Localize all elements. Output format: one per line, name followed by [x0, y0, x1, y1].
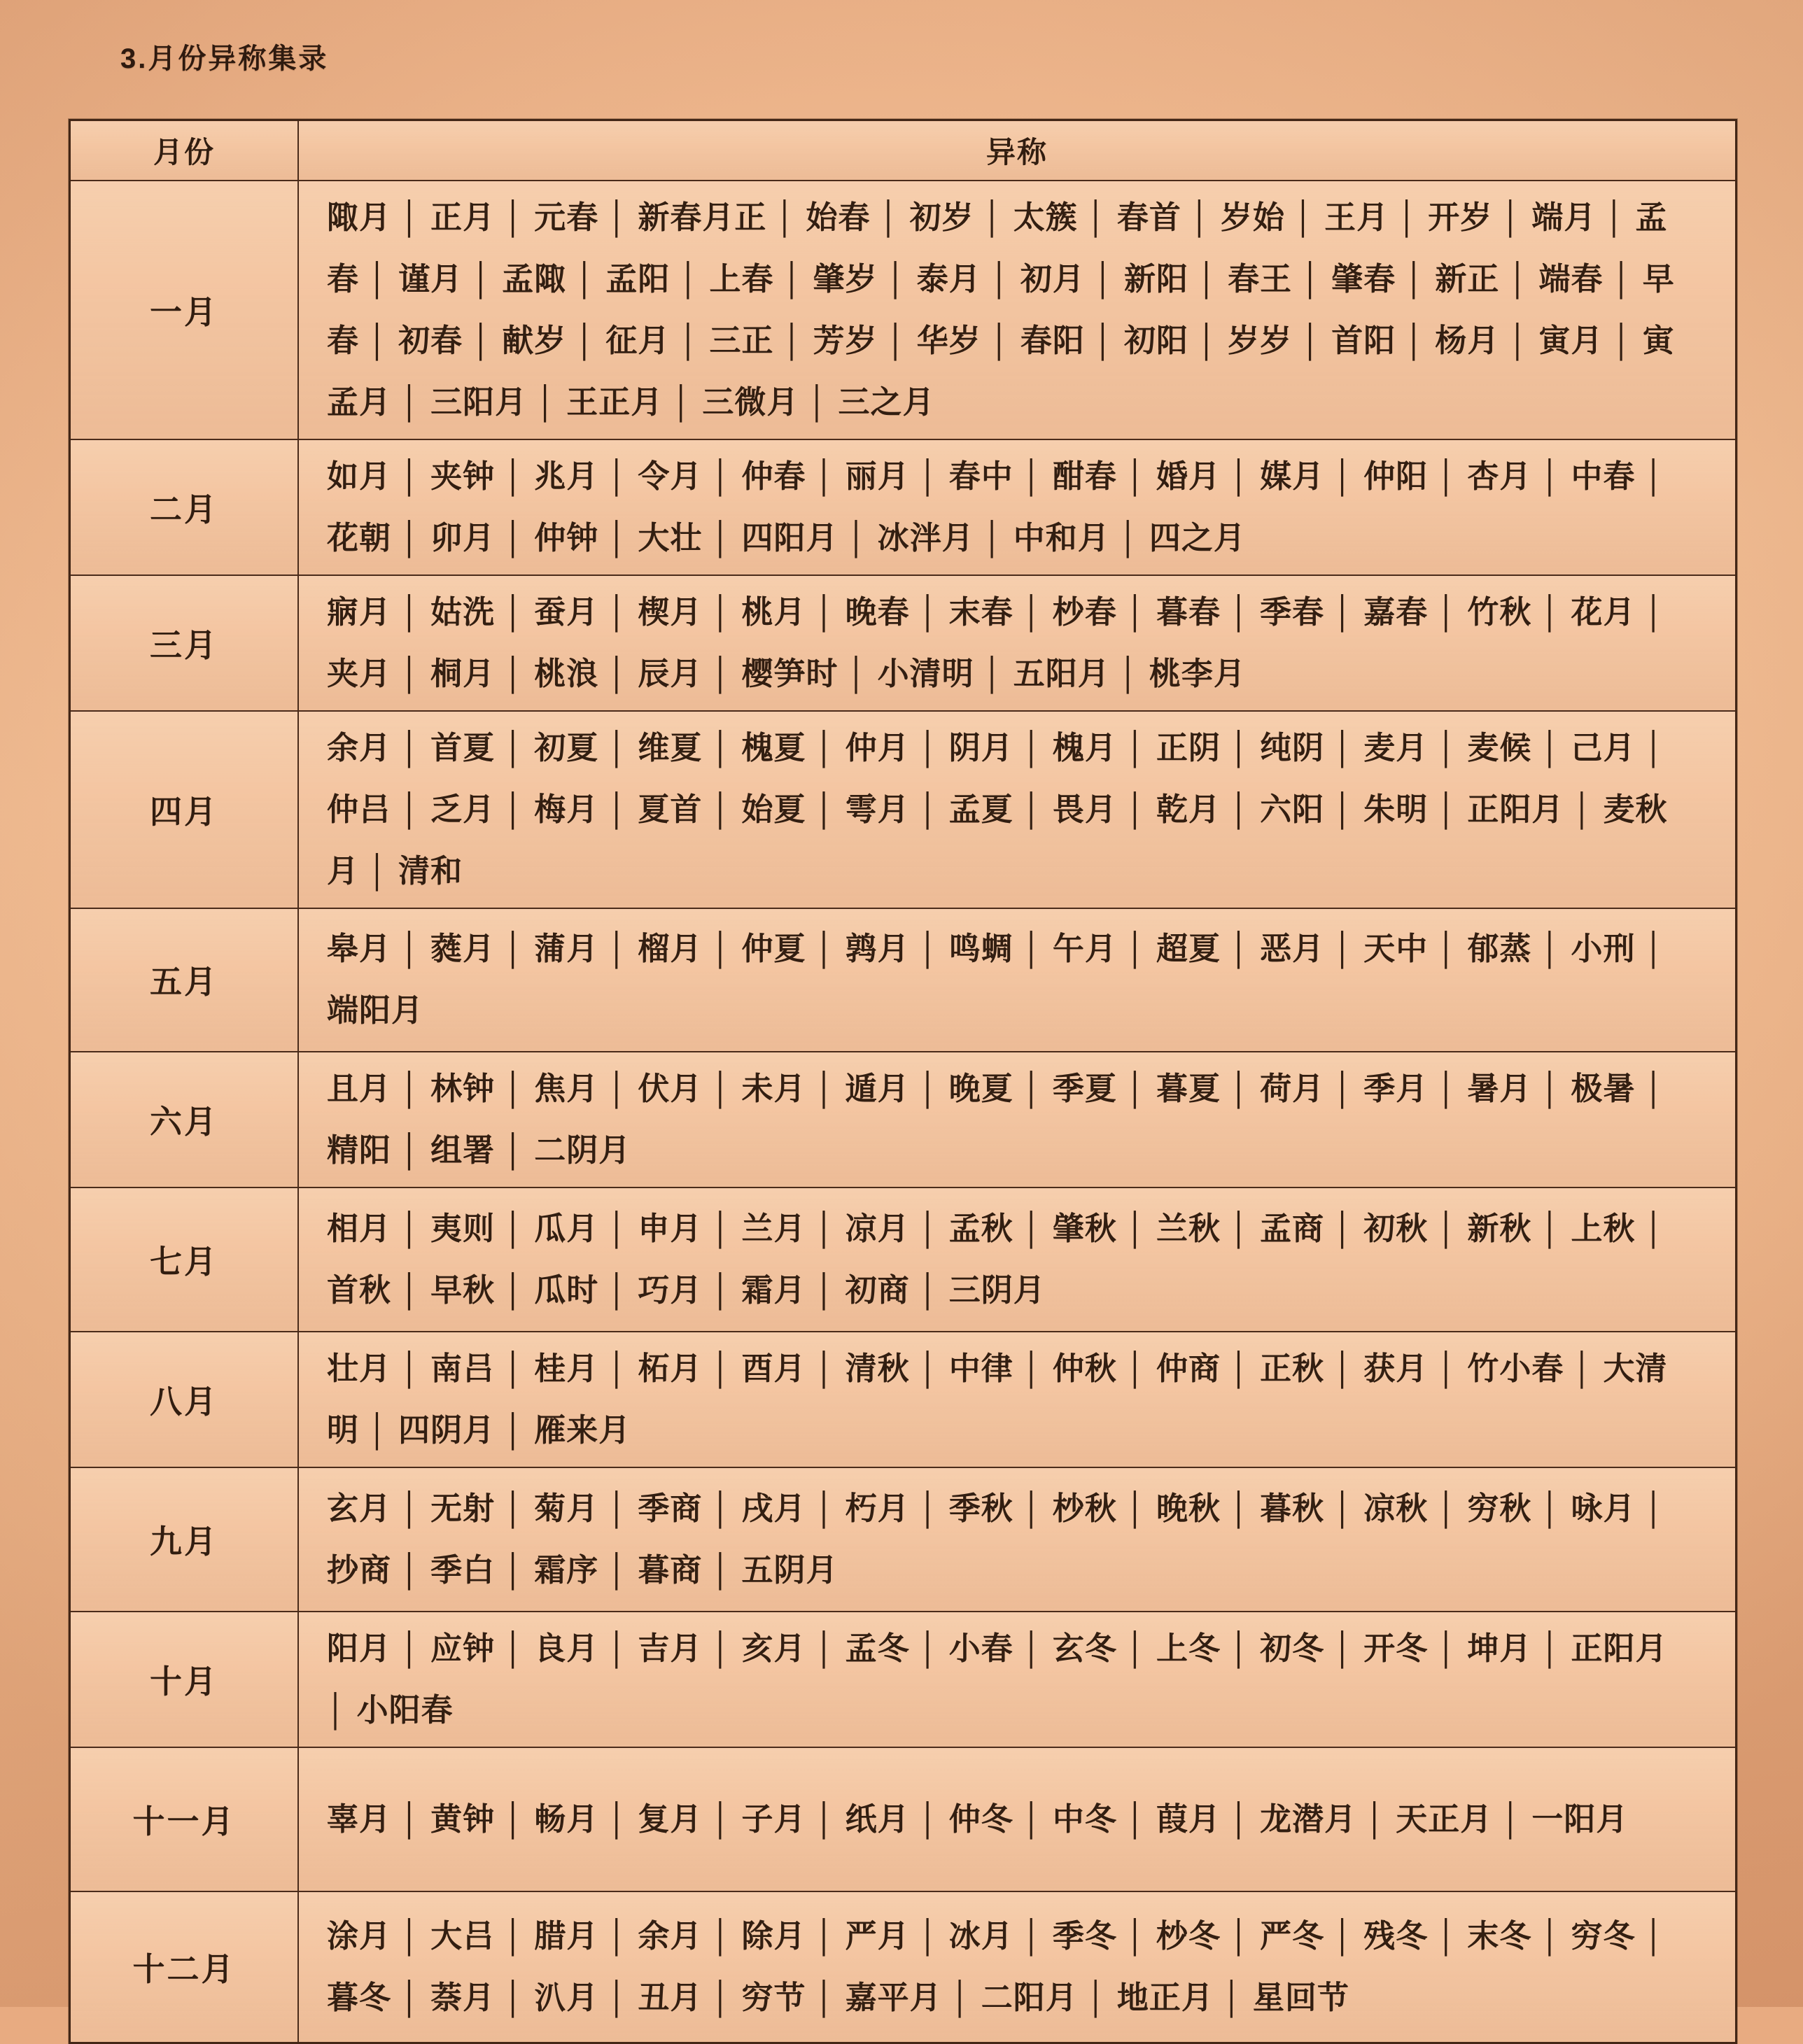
month-cell: 十二月	[70, 1891, 299, 2043]
aliases-cell: 皋月 │ 蕤月 │ 蒲月 │ 榴月 │ 仲夏 │ 鹑月 │ 鸣蜩 │ 午月 │ 超夏 │ 恶月 │ 天中 │ 郁蒸 │ 小刑 │ 端阳月	[298, 908, 1737, 1052]
aliases-cell: 余月 │ 首夏 │ 初夏 │ 维夏 │ 槐夏 │ 仲月 │ 阴月 │ 槐月 │ 正阴 │ 纯阴 │ 麦月 │ 麦候 │ 己月 │ 仲吕 │ 乏月 │ 梅月 │ 夏首 │ 始夏 │ 雩月 │ 孟夏 │ 畏月 │ 乾月 │ 六阳 │ 朱明 │ 正阳月 │ 麦秋月 │ 清和	[298, 711, 1737, 908]
month-aliases-table	[69, 119, 1737, 2044]
month-cell: 九月	[70, 1467, 299, 1612]
aliases-cell: 寎月 │ 姑洗 │ 蚕月 │ 楔月 │ 桃月 │ 晚春 │ 末春 │ 杪春 │ 暮春 │ 季春 │ 嘉春 │ 竹秋 │ 花月 │ 夹月 │ 桐月 │ 桃浪 │ 辰月 │ 樱笋时 │ 小清明 │ 五阳月 │ 桃李月	[298, 575, 1737, 711]
table-row	[70, 439, 1737, 575]
month-cell: 八月	[70, 1332, 299, 1467]
table-row	[70, 908, 1737, 1052]
table-row	[70, 1612, 1737, 1747]
header-month: 月份	[70, 120, 299, 181]
aliases-cell: 涂月 │ 大吕 │ 腊月 │ 余月 │ 除月 │ 严月 │ 冰月 │ 季冬 │ 杪冬 │ 严冬 │ 残冬 │ 末冬 │ 穷冬 │ 暮冬 │ 萘月 │ 汃月 │ 丑月 │ 穷节 │ 嘉平月 │ 二阳月 │ 地正月 │ 星回节	[298, 1891, 1737, 2043]
page-title: 3.月份异称集录	[120, 43, 329, 74]
table-row	[70, 711, 1737, 908]
month-cell: 七月	[70, 1187, 299, 1332]
table-row	[70, 575, 1737, 711]
table-row	[70, 1052, 1737, 1187]
month-cell: 十月	[70, 1612, 299, 1747]
aliases-cell: 相月 │ 夷则 │ 瓜月 │ 申月 │ 兰月 │ 凉月 │ 孟秋 │ 肇秋 │ 兰秋 │ 孟商 │ 初秋 │ 新秋 │ 上秋 │ 首秋 │ 早秋 │ 瓜时 │ 巧月 │ 霜月 │ 初商 │ 三阴月	[298, 1187, 1737, 1332]
table-row	[70, 1747, 1737, 1891]
month-cell: 一月	[70, 181, 299, 439]
header-row	[70, 120, 1737, 181]
table-body	[70, 181, 1737, 2043]
month-cell: 十一月	[70, 1747, 299, 1891]
table-row	[70, 1332, 1737, 1467]
aliases-cell: 陬月 │ 正月 │ 元春 │ 新春月正 │ 始春 │ 初岁 │ 太簇 │ 春首 │ 岁始 │ 王月 │ 开岁 │ 端月 │ 孟春 │ 谨月 │ 孟陬 │ 孟阳 │ 上春 │ 肇岁 │ 泰月 │ 初月 │ 新阳 │ 春王 │ 肇春 │ 新正 │ 端春 │ 早春 │ 初春 │ 献岁 │ 征月 │ 三正 │ 芳岁 │ 华岁 │ 春阳 │ 初阳 │ 岁岁 │ 首阳 │ 杨月 │ 寅月 │ 寅孟月 │ 三阳月 │ 王正月 │ 三微月 │ 三之月	[298, 181, 1737, 439]
month-cell: 四月	[70, 711, 299, 908]
table-row	[70, 1891, 1737, 2043]
month-cell: 五月	[70, 908, 299, 1052]
month-cell: 二月	[70, 439, 299, 575]
aliases-cell: 阳月 │ 应钟 │ 良月 │ 吉月 │ 亥月 │ 孟冬 │ 小春 │ 玄冬 │ 上冬 │ 初冬 │ 开冬 │ 坤月 │ 正阳月 │ 小阳春	[298, 1612, 1737, 1747]
table-header	[70, 120, 1737, 181]
aliases-cell: 壮月 │ 南吕 │ 桂月 │ 柘月 │ 酉月 │ 清秋 │ 中律 │ 仲秋 │ 仲商 │ 正秋 │ 获月 │ 竹小春 │ 大清明 │ 四阴月 │ 雁来月	[298, 1332, 1737, 1467]
month-cell: 六月	[70, 1052, 299, 1187]
header-aliases: 异称	[298, 120, 1737, 181]
table-row	[70, 181, 1737, 439]
table-row	[70, 1467, 1737, 1612]
aliases-cell: 玄月 │ 无射 │ 菊月 │ 季商 │ 戌月 │ 朽月 │ 季秋 │ 杪秋 │ 晚秋 │ 暮秋 │ 凉秋 │ 穷秋 │ 咏月 │ 抄商 │ 季白 │ 霜序 │ 暮商 │ 五阴月	[298, 1467, 1737, 1612]
month-cell: 三月	[70, 575, 299, 711]
aliases-cell: 且月 │ 林钟 │ 焦月 │ 伏月 │ 未月 │ 遁月 │ 晚夏 │ 季夏 │ 暮夏 │ 荷月 │ 季月 │ 暑月 │ 极暑 │ 精阳 │ 组署 │ 二阴月	[298, 1052, 1737, 1187]
aliases-cell: 如月 │ 夹钟 │ 兆月 │ 令月 │ 仲春 │ 丽月 │ 春中 │ 酣春 │ 婚月 │ 媒月 │ 仲阳 │ 杏月 │ 中春 │ 花朝 │ 卯月 │ 仲钟 │ 大壮 │ 四阳月 │ 冰泮月 │ 中和月 │ 四之月	[298, 439, 1737, 575]
table-row	[70, 1187, 1737, 1332]
aliases-cell: 辜月 │ 黄钟 │ 畅月 │ 复月 │ 子月 │ 纸月 │ 仲冬 │ 中冬 │ 葭月 │ 龙潜月 │ 天正月 │ 一阳月	[298, 1747, 1737, 1891]
